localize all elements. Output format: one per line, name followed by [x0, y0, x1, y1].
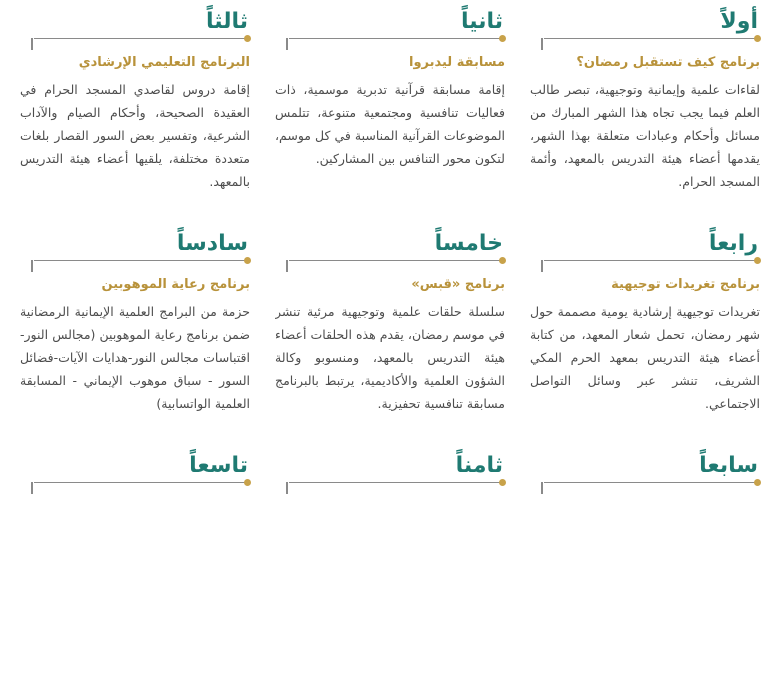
title-underline [34, 260, 250, 261]
card-title: سابعاً [699, 453, 758, 478]
title-underline [289, 260, 505, 261]
card-header [530, 230, 760, 274]
card-subtitle: البرنامج التعليمي الإرشادي [78, 55, 250, 70]
card-body: إقامة دروس لقاصدي المسجد الحرام في العقيدة الصحيحة، وأحكام الصيام والآداب الشرعية، وتفسير بعض السور القصار بلغات متعددة مختلفة، يلقيها أعضاء هيئة التدريس بالمعهد. [20, 82, 250, 189]
program-card-4 [530, 230, 760, 452]
program-card-2 [275, 8, 505, 230]
title-underline [544, 482, 760, 483]
program-card-9 [20, 452, 250, 674]
card-header [20, 8, 250, 52]
card-title: سادساً [176, 231, 248, 256]
card-subtitle: برنامج «قبس» [411, 277, 505, 292]
card-title: ثانياً [460, 9, 503, 34]
card-title: رابعاً [708, 231, 758, 256]
program-card-1 [530, 8, 760, 230]
programs-grid [20, 8, 760, 674]
card-header [530, 452, 760, 496]
title-underline [34, 38, 250, 39]
title-underline [34, 482, 250, 483]
card-header [275, 230, 505, 274]
card-body: لقاءات علمية وإيمانية وتوجيهية، تبصر طالب العلم فيما يجب تجاه هذا الشهر المبارك من مسائل وأحكام وعبادات متعلقة بهذا الشهر، يقدمها أعضاء هيئة التدريس بالمعهد، وأئمة المسجد الحرام. [530, 82, 760, 189]
title-underline [289, 482, 505, 483]
card-subtitle: برنامج كيف تستقبل رمضان؟ [576, 55, 760, 70]
card-body: سلسلة حلقات علمية وتوجيهية مرئية تنشر في موسم رمضان، يقدم هذه الحلقات أعضاء هيئة التدريس بالمعهد، ومنسوبو وكالة الشؤون العلمية والأكاديمية، يرتبط بالبرنامج مسابقة تنافسية تحفيزية. [275, 304, 505, 411]
card-header [20, 452, 250, 496]
card-subtitle: برنامج رعاية الموهوبين [101, 277, 250, 292]
card-title: ثامناً [455, 453, 503, 478]
title-underline [289, 38, 505, 39]
card-header [275, 452, 505, 496]
card-title: ثالثاً [205, 9, 248, 34]
card-subtitle: مسابقة ليدبروا [408, 55, 505, 70]
program-card-5 [275, 230, 505, 452]
card-body: تغريدات توجيهية إرشادية يومية مصممة حول شهر رمضان، تحمل شعار المعهد، من كتابة أعضاء هيئة التدريس بمعهد الحرم المكي الشريف، تنشر عبر وسائل التواصل الاجتماعي. [530, 304, 760, 411]
program-card-3 [20, 8, 250, 230]
program-card-8 [275, 452, 505, 674]
card-title: تاسعاً [189, 453, 248, 478]
card-body: إقامة مسابقة قرآنية تدبرية موسمية، ذات فعاليات تنافسية ومجتمعية متنوعة، تتلمس الموضوعات القرآنية المناسبة في كل موسم، لتكون محور التنافس بين المشاركين. [275, 82, 505, 166]
card-title: خامساً [434, 231, 503, 256]
card-title: أولاً [720, 9, 758, 34]
card-header [20, 230, 250, 274]
card-header [275, 8, 505, 52]
program-card-7 [530, 452, 760, 674]
title-underline [544, 260, 760, 261]
card-body: حزمة من البرامج العلمية الإيمانية الرمضانية ضمن برنامج رعاية الموهوبين (مجالس النور-اقتباسات مجالس النور-هدايات الآيات-فضائل السور - سباق موهوب الإيماني - المسابقة العلمية الواتسابية) [20, 304, 250, 411]
program-card-6 [20, 230, 250, 452]
card-subtitle: برنامج تغريدات توجيهية [611, 277, 760, 292]
title-underline [544, 38, 760, 39]
card-header [530, 8, 760, 52]
